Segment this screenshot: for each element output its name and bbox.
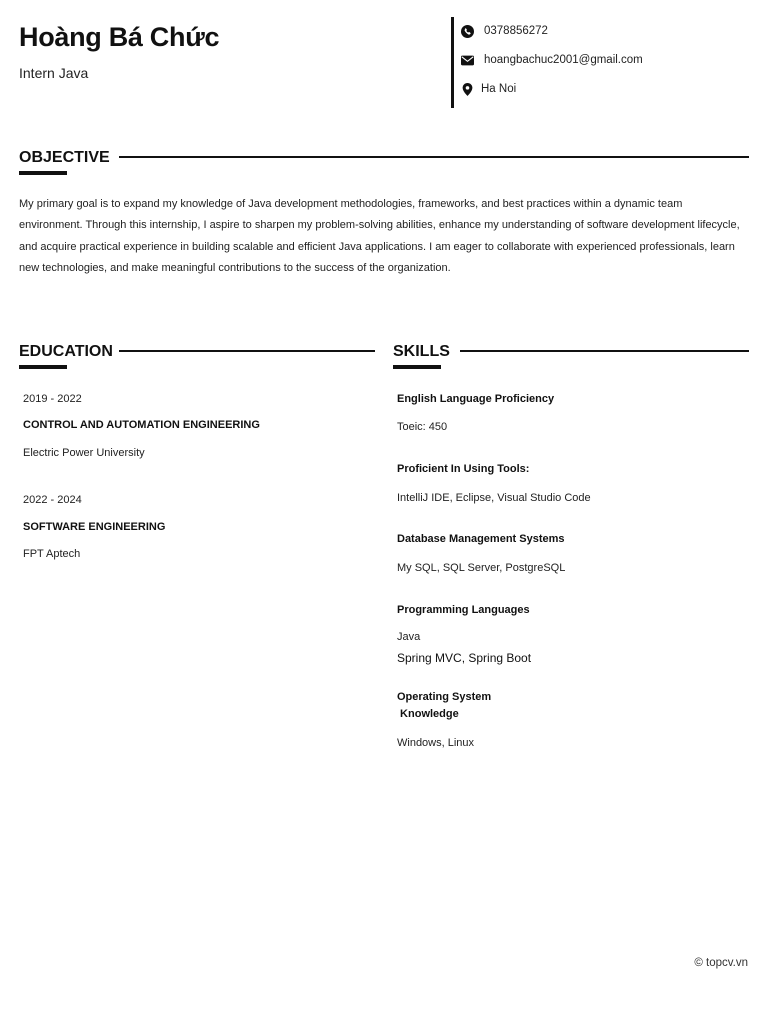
objective-heading: OBJECTIVE <box>19 149 110 166</box>
skill-value-frameworks: Spring MVC, Spring Boot <box>397 651 532 665</box>
skill-value: Toeic: 450 <box>397 421 448 433</box>
education-heading-underline <box>19 365 67 369</box>
skill-name: English Language Proficiency <box>397 393 555 405</box>
skills-heading-underline <box>393 365 441 369</box>
education-heading: EDUCATION <box>19 343 113 360</box>
skill-value: IntelliJ IDE, Eclipse, Visual Studio Code <box>397 492 591 504</box>
contact-location <box>460 82 516 96</box>
education-degree: SOFTWARE ENGINEERING <box>23 521 166 533</box>
education-rule <box>119 350 375 352</box>
location-pin-icon <box>460 82 474 96</box>
education-years: 2022 - 2024 <box>23 494 82 506</box>
skill-name: Database Management Systems <box>397 533 565 545</box>
education-school: FPT Aptech <box>23 548 81 560</box>
skill-value: Windows, Linux <box>397 737 475 749</box>
candidate-name: Hoàng Bá Chức <box>19 22 220 52</box>
mail-icon <box>460 53 474 67</box>
skill-value: My SQL, SQL Server, PostgreSQL <box>397 562 566 574</box>
skill-value: Java <box>397 631 421 643</box>
footer-watermark: © topcv.vn <box>694 957 748 969</box>
contact-email <box>460 53 643 67</box>
skill-name: Operating System Knowledge <box>397 691 492 720</box>
education-school: Electric Power University <box>23 447 145 459</box>
phone-icon <box>460 24 474 38</box>
phone-number: 0378856272 <box>484 25 548 37</box>
skills-rule <box>460 350 749 352</box>
skill-name: Programming Languages <box>397 604 530 616</box>
education-years: 2019 - 2022 <box>23 393 82 405</box>
job-title: Intern Java <box>19 65 89 81</box>
email-address: hoangbachuc2001@gmail.com <box>484 54 643 66</box>
objective-text: My primary goal is to expand my knowledge of Java development methodologies, frameworks, and best practices within a dynamic team environment. Through this internship, I aspire to sharpen my problem-solving abilities, enhance my understanding of software development lifecycle, and acquire practical experience in building scalable and efficient Java applications. I am eager to collaborate with experienced professionals, learn new technologies, and make meaningful contributions to the success of the organization. <box>19 198 740 275</box>
contact-divider <box>451 17 454 108</box>
education-degree: CONTROL AND AUTOMATION ENGINEERING <box>23 419 260 431</box>
contact-phone <box>460 24 548 38</box>
objective-rule <box>119 156 749 158</box>
skill-name: Proficient In Using Tools: <box>397 463 530 475</box>
objective-heading-underline <box>19 171 67 175</box>
skills-heading: SKILLS <box>393 343 450 360</box>
location-text: Ha Noi <box>481 83 517 95</box>
